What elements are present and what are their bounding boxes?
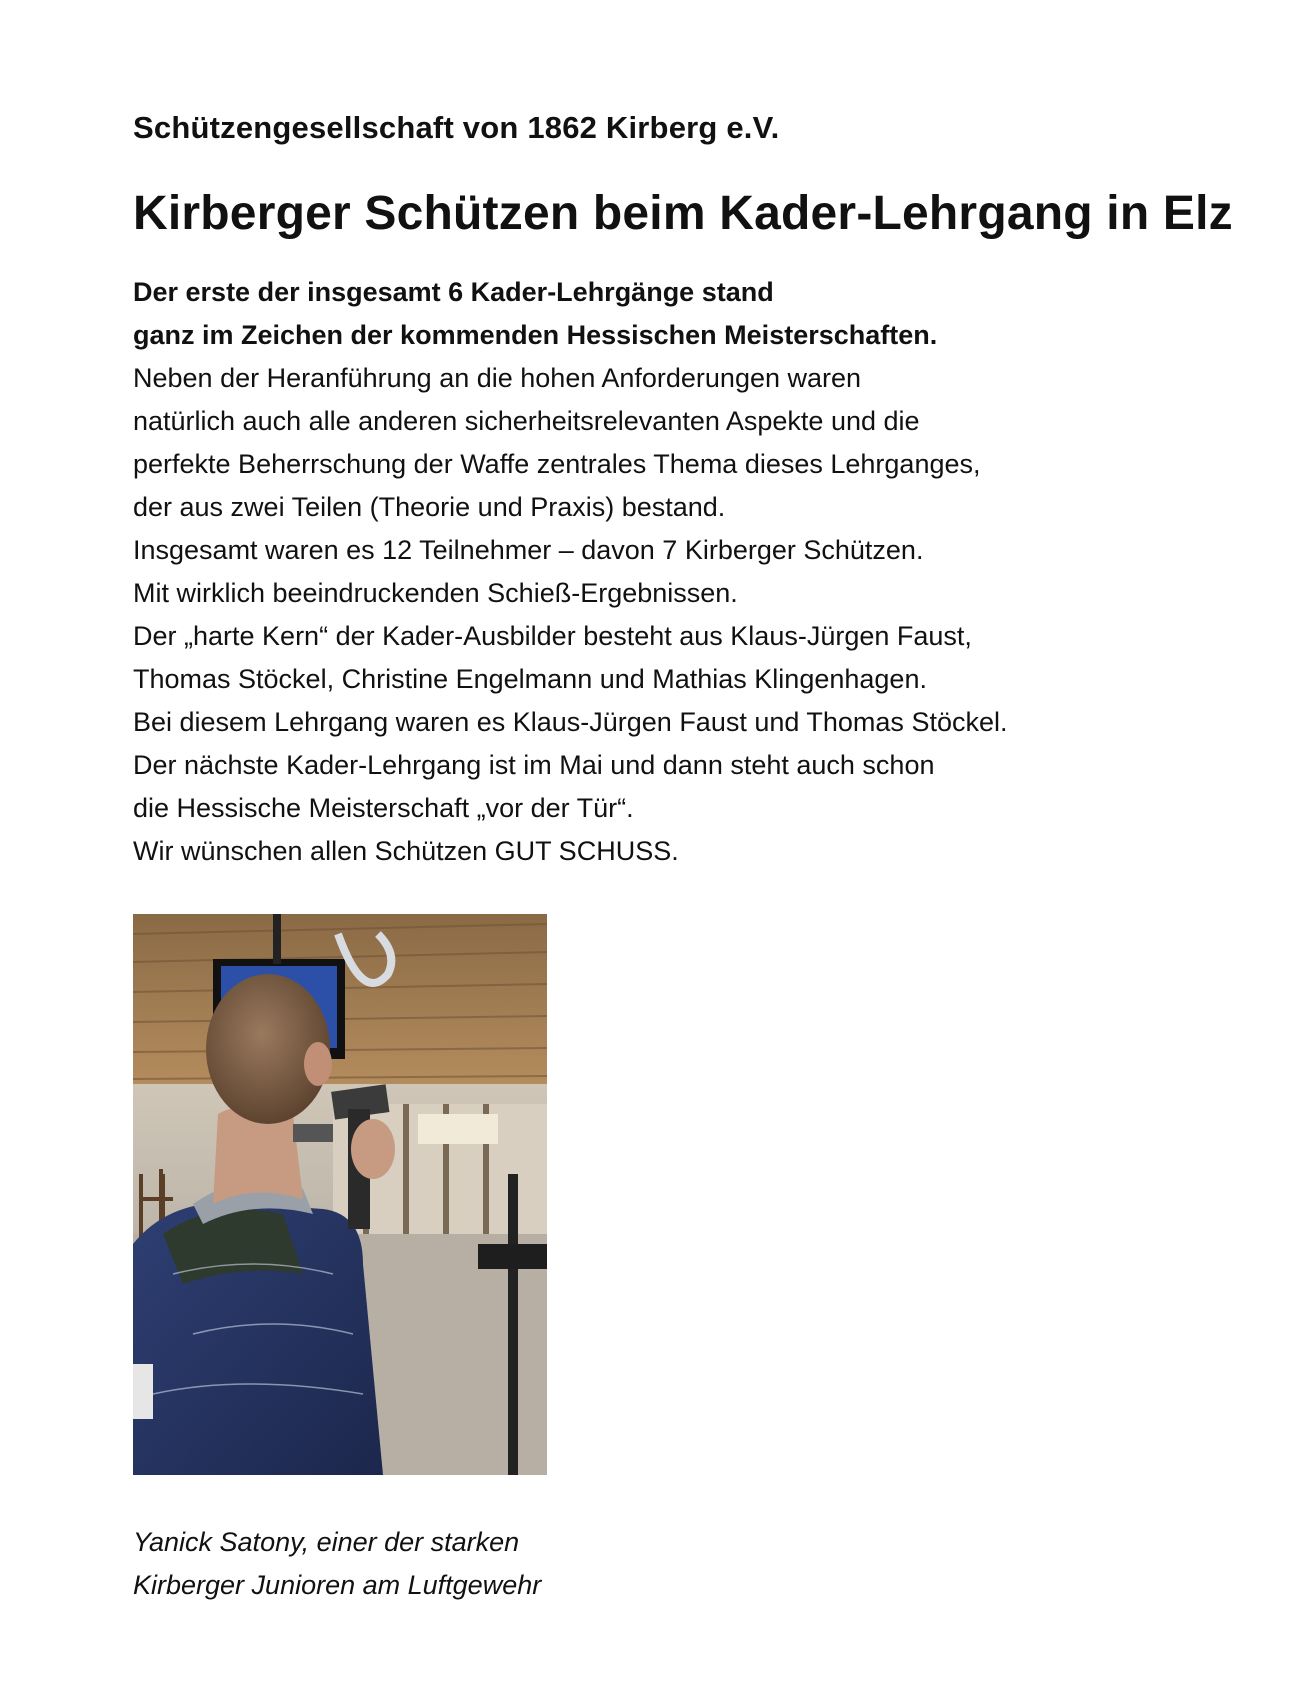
shooter-photo bbox=[133, 914, 547, 1475]
body-line: Mit wirklich beeindruckenden Schieß-Ergebnissen. bbox=[133, 578, 738, 608]
body-line: Thomas Stöckel, Christine Engelmann und Mathias Klingenhagen. bbox=[133, 664, 927, 694]
body-line: perfekte Beherrschung der Waffe zentrales Thema dieses Lehrganges, bbox=[133, 449, 981, 479]
article-headline: Kirberger Schützen beim Kader-Lehrgang in Elz bbox=[133, 187, 1233, 240]
organization-name: Schützengesellschaft von 1862 Kirberg e.V. bbox=[133, 110, 780, 145]
body-line: Der „harte Kern“ der Kader-Ausbilder besteht aus Klaus-Jürgen Faust, bbox=[133, 621, 972, 651]
caption-line: Yanick Satony, einer der starken bbox=[133, 1527, 520, 1557]
body-line: Neben der Heranführung an die hohen Anforderungen waren bbox=[133, 363, 862, 393]
body-line: Der nächste Kader-Lehrgang ist im Mai und dann steht auch schon bbox=[133, 750, 935, 780]
body-line: Insgesamt waren es 12 Teilnehmer – davon 7 Kirberger Schützen. bbox=[133, 535, 924, 565]
lead-line: ganz im Zeichen der kommenden Hessischen Meisterschaften. bbox=[133, 320, 938, 350]
caption-line: Kirberger Junioren am Luftgewehr bbox=[133, 1570, 542, 1600]
body-line: Bei diesem Lehrgang waren es Klaus-Jürgen Faust und Thomas Stöckel. bbox=[133, 707, 1008, 737]
photo-caption bbox=[133, 1521, 541, 1607]
article-body bbox=[133, 271, 1007, 873]
body-line: die Hessische Meisterschaft „vor der Tür“. bbox=[133, 793, 634, 823]
body-line: natürlich auch alle anderen sicherheitsrelevanten Aspekte und die bbox=[133, 406, 920, 436]
body-line: Wir wünschen allen Schützen GUT SCHUSS. bbox=[133, 836, 679, 866]
lead-line: Der erste der insgesamt 6 Kader-Lehrgänge stand bbox=[133, 277, 774, 307]
body-line: der aus zwei Teilen (Theorie und Praxis) bestand. bbox=[133, 492, 726, 522]
